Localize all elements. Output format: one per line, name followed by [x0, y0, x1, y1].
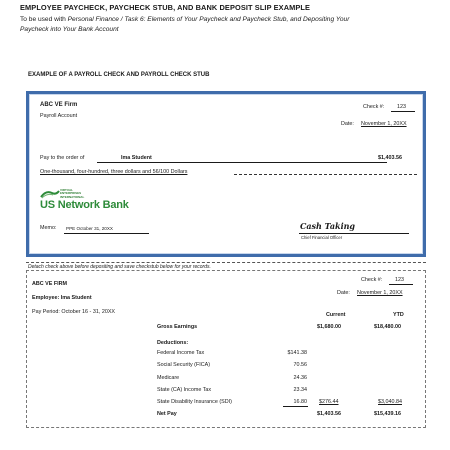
- stub-firm-name: ABC VE FIRM: [32, 281, 68, 287]
- intro-line-1: [20, 16, 349, 23]
- amount-in-words: One-thousand, four-hundred, three dollars and 56/100 Dollars: [40, 169, 188, 175]
- deduction-amount: 16.80: [293, 399, 307, 405]
- document-title: EMPLOYEE PAYCHECK, PAYCHECK STUB, AND BANK DEPOSIT SLIP EXAMPLE: [20, 3, 311, 12]
- bank-name: US Network Bank: [40, 199, 129, 211]
- stub-check-number-value: 123: [395, 277, 404, 283]
- column-current: Current: [326, 312, 346, 318]
- net-pay-ytd: $15,439.16: [374, 411, 401, 417]
- deduction-label: State Disability Insurance (SDI): [157, 399, 232, 405]
- check-number-value: 123: [397, 104, 406, 110]
- signature-line: [299, 233, 409, 234]
- deduction-label: Medicare: [157, 375, 180, 381]
- check-date-label: Date:: [341, 121, 354, 127]
- signer-title: Chief Financial Officer: [301, 235, 343, 240]
- bank-logo: [40, 187, 160, 217]
- amount-words-fill-line: [234, 174, 417, 175]
- intro-prefix: To be used with: [20, 16, 68, 23]
- bank-swoosh-icon: [40, 189, 60, 199]
- check-firm-name: ABC VE Firm: [40, 102, 78, 108]
- intro-italic-2: Paycheck into Your Bank Account: [20, 26, 119, 33]
- check-date-value: November 1, 20XX: [361, 121, 407, 127]
- net-pay-label: Net Pay: [157, 411, 177, 417]
- deduction-amount: $141.38: [287, 350, 307, 356]
- intro-line-2: [20, 26, 119, 33]
- stub-date-label: Date:: [337, 290, 350, 296]
- check-amount: $1,403.56: [378, 155, 402, 161]
- stub-date-value: November 1, 20XX: [357, 290, 403, 296]
- memo-label: Memo:: [40, 225, 57, 231]
- bank-tagline: VIRTUAL ENTERPRISES INTERNATIONAL: [60, 188, 85, 199]
- deduction-amount: 23.34: [293, 387, 307, 393]
- payee-name: Ima Student: [121, 155, 152, 161]
- gross-earnings-label: Gross Earnings: [157, 324, 198, 330]
- pay-period-value: October 16 - 31, 20XX: [61, 309, 116, 315]
- column-ytd: YTD: [393, 312, 404, 318]
- pay-period-row: [32, 309, 115, 315]
- gross-current: $1,680.00: [317, 324, 341, 330]
- employee-name: Ima Student: [60, 295, 92, 301]
- check-account-name: Payroll Account: [40, 113, 78, 119]
- pay-period-label: Pay Period:: [32, 309, 60, 315]
- check-number-label: Check #:: [363, 104, 385, 110]
- deduction-amount: 70.56: [293, 362, 307, 368]
- net-pay-current: $1,403.56: [317, 411, 341, 417]
- deduction-amount: 24.36: [293, 375, 307, 381]
- employee-label: Employee:: [32, 295, 60, 301]
- memo-value: PPE October 31, 20XX: [66, 226, 113, 231]
- intro-italic-1: Personal Finance / Task 6: Elements of Your Paycheck and Paycheck Stub, and Depositing Your: [67, 16, 350, 23]
- pay-to-label: Pay to the order of: [40, 155, 85, 161]
- employee-row: [32, 295, 92, 301]
- deduction-label: Federal Income Tax: [157, 350, 205, 356]
- deductions-label: Deductions:: [157, 340, 189, 346]
- check-number-underline: [391, 111, 415, 112]
- paycheck-stub: [26, 270, 426, 428]
- gross-ytd: $18,480.00: [374, 324, 401, 330]
- deductions-total-current: $276.44: [319, 399, 339, 405]
- payroll-check: [26, 91, 426, 257]
- deduction-subtotal-rule: [283, 406, 308, 407]
- memo-line: [64, 233, 149, 234]
- detach-line: [26, 262, 426, 263]
- section-heading: EXAMPLE OF A PAYROLL CHECK AND PAYROLL CHECK STUB: [28, 72, 210, 78]
- detach-note: Detach check above before depositing and save checkstub below for your records.: [28, 264, 211, 270]
- deductions-total-ytd: $3,040.84: [378, 399, 402, 405]
- stub-check-number-label: Check #:: [361, 277, 383, 283]
- deduction-label: Social Security (FICA): [157, 362, 211, 368]
- deduction-label: State (CA) Income Tax: [157, 387, 212, 393]
- stub-check-number-underline: [389, 284, 413, 285]
- payee-line: [97, 162, 387, 163]
- signature: Cash Taking: [300, 221, 356, 231]
